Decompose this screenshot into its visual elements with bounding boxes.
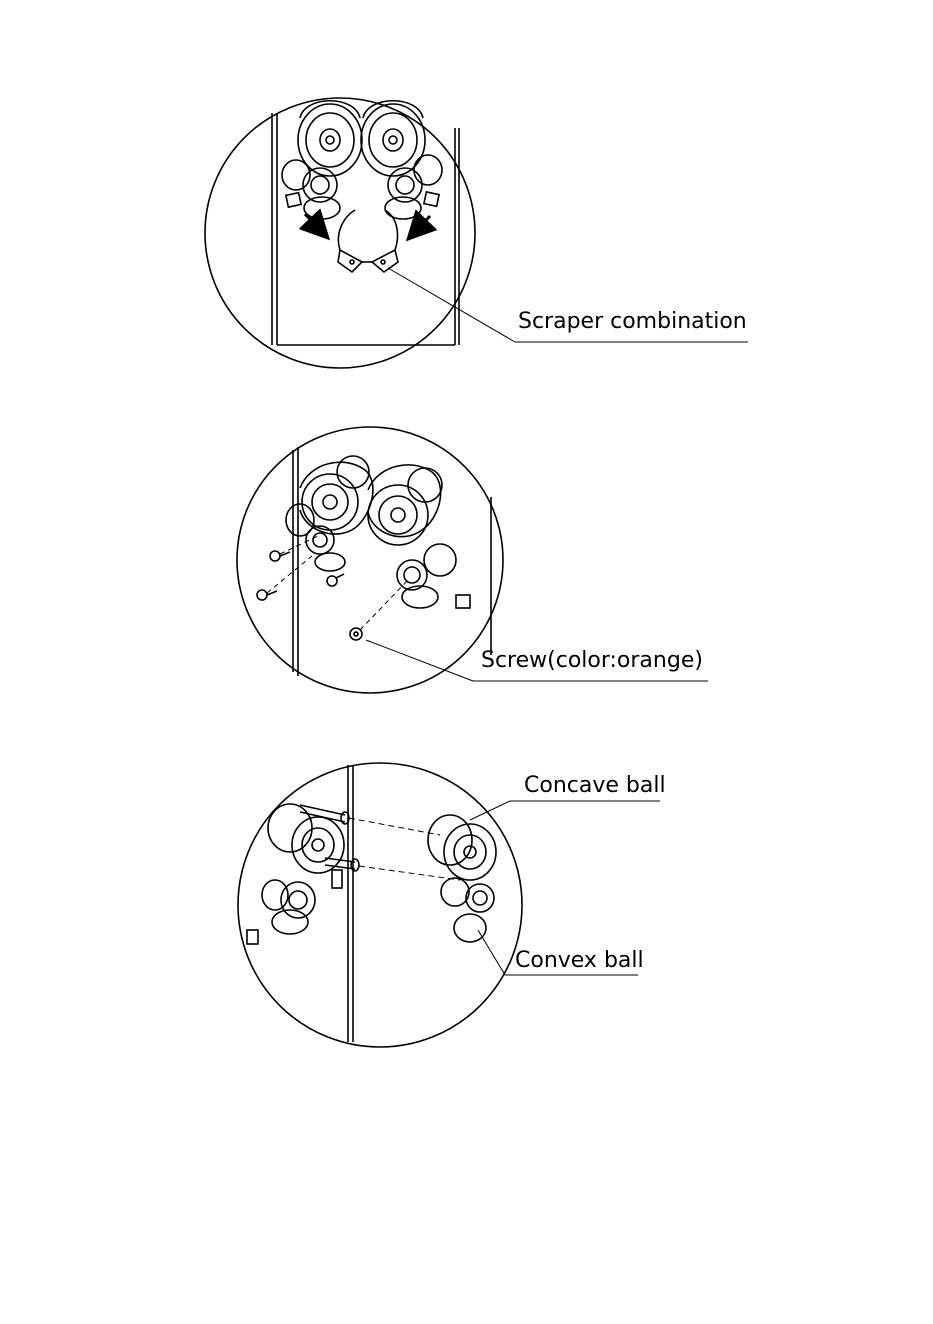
- right-roller-assembly: [441, 824, 496, 912]
- bracket-icon: [247, 930, 258, 944]
- screw-icon: [257, 590, 277, 600]
- roller-left: [286, 456, 373, 536]
- scraper-combination: [338, 210, 398, 272]
- concave-ball: [428, 815, 472, 865]
- callout-convex-ball: Convex ball: [515, 948, 644, 973]
- direction-arrow-icon: [305, 214, 326, 236]
- small-roller-left: [303, 168, 340, 219]
- convex-ball: [454, 914, 486, 942]
- direction-arrow-icon: [410, 216, 430, 237]
- roller-left: [298, 101, 362, 176]
- bracket-icon: [424, 192, 439, 206]
- screw-icon: [327, 574, 344, 586]
- callout-concave-ball: Concave ball: [524, 773, 666, 798]
- callout-screw: Screw(color:orange): [481, 648, 703, 673]
- callout-scraper-combination: Scraper combination: [518, 309, 747, 334]
- screw-icon: [270, 551, 290, 561]
- small-roller-right: [385, 168, 422, 219]
- bracket-icon: [456, 595, 470, 608]
- left-roller-assembly: [262, 804, 359, 934]
- bracket-icon: [286, 193, 301, 207]
- step-3-detail: [238, 763, 660, 1047]
- concave-leader-line: [470, 801, 660, 820]
